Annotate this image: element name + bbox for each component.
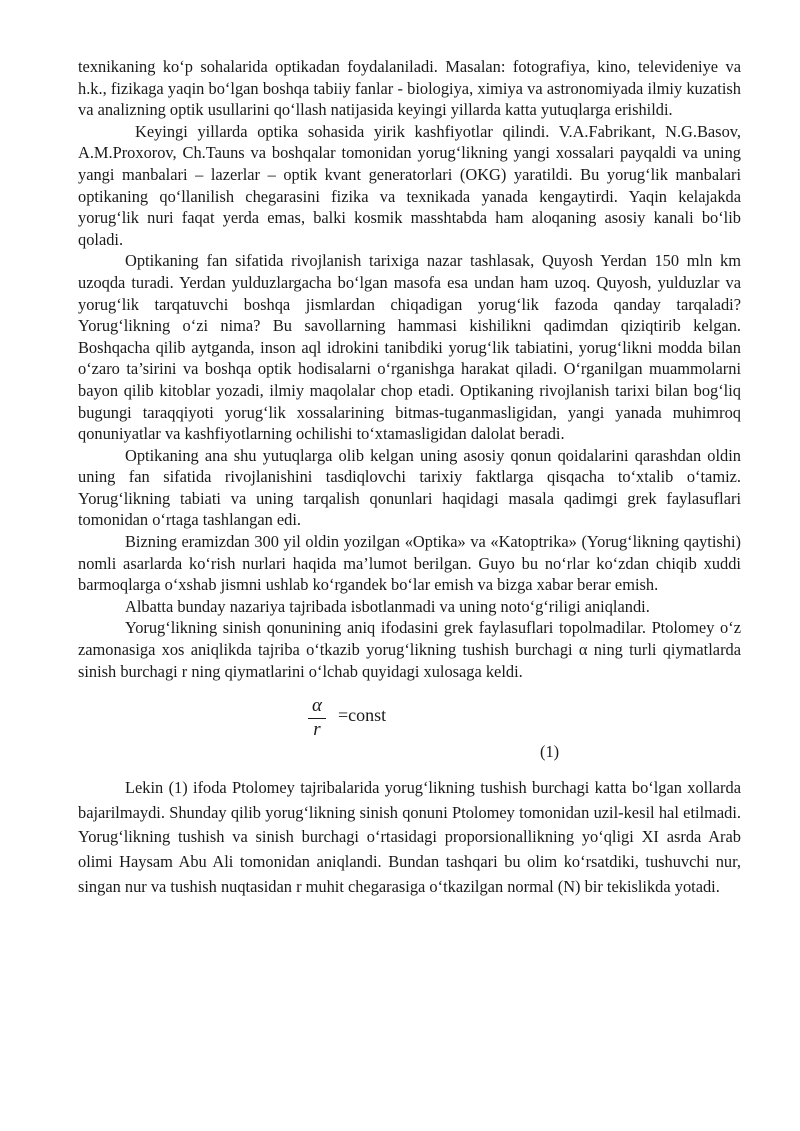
paragraph: Yorug‘likning sinish qonunining aniq ifodasini grek faylasuflari topolmadilar. Ptolomey o‘z zamonasiga xos aniqlikda tajriba o‘tkazib yorug‘likning tushish burchagi α ning turli qiymatlarda sinish burchagi r ning qiymatlarini o‘lchab quyidagi xulosaga keldi. <box>78 618 741 681</box>
paragraph: Albatta bunday nazariya tajribada isbotlanmadi va uning noto‘g‘riligi aniqlandi. <box>125 596 650 616</box>
fraction <box>308 696 326 739</box>
fraction-denominator: r <box>313 719 321 741</box>
paragraph: Optikaning ana shu yutuqlarga olib kelgan uning asosiy qonun qoidalarini qarashdan oldin uning fan sifatida rivojlanishini tasdiqlovchi tarixiy faktlarga qisqacha to‘xtalib o‘tamiz. Yorug‘likning tabiati va uning tarqalish qonunlari haqidagi masala qadimgi grek faylasuflari tomonidan o‘rtaga tashlangan edi. <box>78 445 741 530</box>
text-block-continuation <box>78 776 741 899</box>
paragraph: Optikaning fan sifatida rivojlanish tarixiga nazar tashlasak, Quyosh Yerdan 150 mln km uzoqda turadi. Yerdan yulduzlargacha bo‘lgan masofa esa undan ham uzoq. Quyosh, yulduzlar va yorug‘lik tarqatuvchi boshqa jismlardan chiqadigan yorug‘lik fazoda qanday tarqaladi? Yorug‘likning o‘zi nima? Bu savollarning hammasi kishilikni qadimdan qiziqtirib kelgan. Boshqacha qilib aytganda, inson aql idrokini tanibdiki yorug‘lik tabiatini, yorug‘likni modda bilan o‘zaro ta’sirini va boshqa optik hodisalarni o‘rganishga harakat qiladi. O‘rganilgan muammolarni bayon qilib kitoblar yozadi, ilmiy maqolalar chop etadi. Optikaning rivojlanish tarixi bilan bog‘liq bugungi taraqqiyoti yorug‘lik xossalarining bitmas-tuganmasligidan, yangi yanada muhimroq qonuniyatlar va kashfiyotlarning ochilishi to‘xtamasligidan dalolat beradi. <box>78 251 741 444</box>
equation <box>78 686 741 762</box>
document-page <box>78 56 741 899</box>
paragraph: Lekin (1) ifoda Ptolomey tajribalarida yorug‘likning tushish burchagi katta bo‘lgan xollarda bajarilmaydi. Shunday qilib yorug‘likning sinish qonuni Ptolomey tomonidan uzil-kesil hal etilmadi. Yorug‘likning tushish va sinish burchagi o‘rtasidagi proporsionallikning yo‘qligi XI asrda Arab olimi Haysam Abu Ali tomonidan aniqlandi. Bundan tashqari bu olim ko‘rsatdiki, tushuvchi nur, singan nur va tushish nuqtasidan r muhit chegarasiga o‘tkazilgan normal (N) bir tekislikda yotadi. <box>78 778 741 896</box>
text-block-intro <box>78 56 741 682</box>
fraction-numerator: α <box>312 695 322 717</box>
equation-number: (1) <box>540 742 560 762</box>
paragraph: Keyingi yillarda optika sohasida yirik kashfiyotlar qilindi. V.A.Fabrikant, N.G.Basov, A.M.Proxorov, Ch.Tauns va boshqalar tomonidan yorug‘likning yangi xossalari payqaldi va uning yangi manbalari – lazerlar – optik kvant generatorlari (OKG) yaratildi. Bu yorug‘lik manbalari optikaning qo‘llanilish chegarasini fizika va texnikada yanada kengaytirdi. Yaqin kelajakda yorug‘lik nuri faqat yerda emas, balki kosmik masshtabda ham aloqaning asosiy kanali bo‘lib qoladi. <box>78 121 741 249</box>
paragraph: texnikaning ko‘p sohalarida optikadan foydalaniladi. Masalan: fotografiya, kino, televideniye va h.k., fizikaga yaqin bo‘lgan boshqa tabiiy fanlar - biologiya, ximiya va astronomiyada ilmiy kuzatish va analizning optik usullarini qo‘llash natijasida keyingi yillarda katta yutuqlarga erishildi. <box>78 57 741 120</box>
paragraph: Bizning eramizdan 300 yil oldin yozilgan «Optika» va «Katoptrika» (Yorug‘likning qaytishi) nomli asarlarda ko‘rish nurlari haqida ma’lumot berilgan. Guyo bu no‘rlar ko‘zdan chiqib xuddi barmoqlarga o‘xshab jismni ushlab ko‘rgandek bo‘lar emish va bizga xabar berar emish. <box>78 532 741 595</box>
equation-rhs: =const <box>338 705 387 726</box>
